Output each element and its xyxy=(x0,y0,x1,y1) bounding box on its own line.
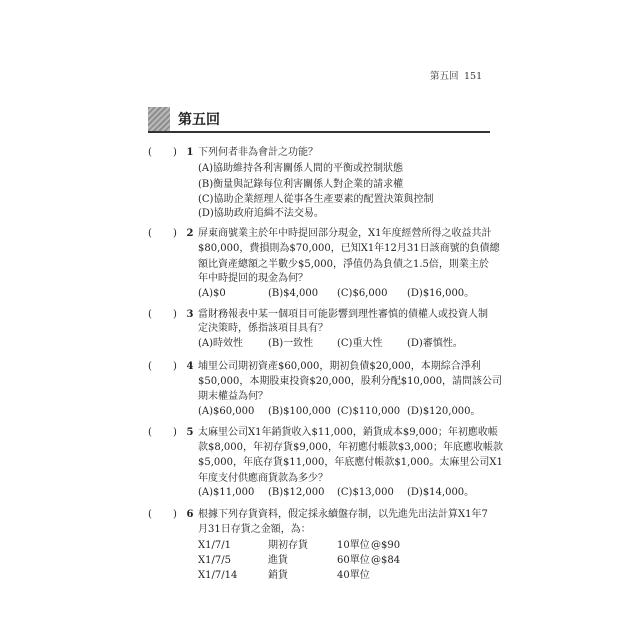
option-c: (C)重大性 xyxy=(337,338,383,349)
option-c: (C)$13,000 xyxy=(337,487,394,498)
option-d: (D)$120,000。 xyxy=(407,406,481,417)
table-cell-date: X1/7/14 xyxy=(198,570,238,581)
option-b: (B)$100,000 xyxy=(268,406,331,417)
answer-blank-close: ) xyxy=(173,147,177,158)
answer-blank-open: ( xyxy=(148,147,152,158)
option-d: (D)協助政府追緝不法交易。 xyxy=(198,208,324,219)
table-cell-date: X1/7/1 xyxy=(198,540,231,551)
option-c: (C)$6,000 xyxy=(337,288,388,299)
question-stem-line: 額比資產總額之半數少$5,000，淨值仍為負債之1.5倍，則業主於 xyxy=(198,259,489,270)
option-b: (B)$4,000 xyxy=(268,288,319,299)
answer-blank-open: ( xyxy=(148,509,152,520)
option-a: (A)$11,000 xyxy=(198,487,255,498)
question-stem-line: 埔里公司期初資產$60,000，期初負債$20,000，本期綜合淨利 xyxy=(198,361,481,372)
question-stem-line: $80,000，費損則為$70,000，已知X1年12月31日該商號的負債總 xyxy=(198,243,500,254)
question-stem-line: 屏東商號業主於年中時提回部分現金，X1年度經營所得之收益共計 xyxy=(198,228,492,239)
option-a: (A)時效性 xyxy=(198,338,244,349)
table-cell-item: 進貨 xyxy=(268,555,288,566)
question-number: 3 xyxy=(186,309,194,320)
answer-blank-open: ( xyxy=(148,427,152,438)
question-number: 2 xyxy=(186,228,194,239)
option-b: (B)$12,000 xyxy=(268,487,325,498)
option-d: (D)審慎性。 xyxy=(407,338,463,349)
option-d: (D)$14,000。 xyxy=(407,487,475,498)
answer-blank-open: ( xyxy=(148,309,152,320)
table-cell-qty: 40單位 xyxy=(337,570,370,581)
answer-blank-open: ( xyxy=(148,228,152,239)
answer-blank-close: ) xyxy=(173,427,177,438)
answer-blank-close: ) xyxy=(173,361,177,372)
question-stem-line: 月31日存貨之金額，為： xyxy=(198,524,311,535)
page-number: 151 xyxy=(464,71,483,82)
answer-blank-open: ( xyxy=(148,361,152,372)
question-stem-line: 當財務報表中某一個項目可能影響到理性審慎的債權人或投資人制 xyxy=(198,309,488,320)
title-marker-icon xyxy=(148,107,170,131)
answer-blank-close: ) xyxy=(173,509,177,520)
table-cell-price: @$90 xyxy=(371,540,401,551)
answer-blank-close: ) xyxy=(173,228,177,239)
question-stem-line: $50,000，本期股東投資$20,000，股利分配$10,000，請問該公司 xyxy=(198,376,503,387)
question-stem-line: 期末權益為何？ xyxy=(198,391,268,402)
running-header-section: 第五回 xyxy=(430,71,459,82)
table-cell-qty: 10單位 xyxy=(337,540,370,551)
question-stem-line: 定決策時，係指該項目具有？ xyxy=(198,323,328,334)
table-cell-qty: 60單位 xyxy=(337,555,370,566)
table-cell-item: 銷貨 xyxy=(268,570,288,581)
option-a: (A)$60,000 xyxy=(198,406,255,417)
question-stem-line: 年中時提回的現金為何？ xyxy=(198,273,308,284)
question-stem-line: 年度支付供應商貨款為多少？ xyxy=(198,473,328,484)
question-number: 1 xyxy=(186,147,194,158)
section-title: 第五回 xyxy=(178,112,220,128)
question-stem-line: 款$8,000，年初存貨$9,000，年初應付帳款$3,000；年底應收帳款 xyxy=(198,442,503,453)
table-cell-date: X1/7/5 xyxy=(198,555,231,566)
question-stem-line: 根據下列存貨資料，假定採永續盤存制，以先進先出法計算X1年7 xyxy=(198,509,488,520)
title-divider xyxy=(148,131,490,133)
question-stem-line: 太麻里公司X1年銷貨收入$11,000，銷貨成本$9,000；年初應收帳 xyxy=(198,427,498,438)
table-cell-price: @$84 xyxy=(371,555,401,566)
question-number: 5 xyxy=(186,427,194,438)
option-c: (C)協助企業經理人從事各生產要素的配置決策與控制 xyxy=(198,194,434,205)
option-b: (B)一致性 xyxy=(268,338,314,349)
question-stem-line: $5,000，年底存貨$11,000，年底應付帳款$1,000。太麻里公司X1 xyxy=(198,457,503,468)
question-stem-line: 下列何者非為會計之功能？ xyxy=(198,147,318,158)
option-c: (C)$110,000 xyxy=(337,406,401,417)
question-number: 6 xyxy=(186,509,194,520)
option-a: (A)協助維持各利害關係人間的平衡或控制狀態 xyxy=(198,163,404,174)
table-cell-item: 期初存貨 xyxy=(268,540,308,551)
option-d: (D)$16,000。 xyxy=(407,288,475,299)
option-b: (B)衡量與記錄每位利害關係人對企業的請求權 xyxy=(198,179,404,190)
option-a: (A)$0 xyxy=(198,288,226,299)
answer-blank-close: ) xyxy=(173,309,177,320)
question-number: 4 xyxy=(186,361,194,372)
